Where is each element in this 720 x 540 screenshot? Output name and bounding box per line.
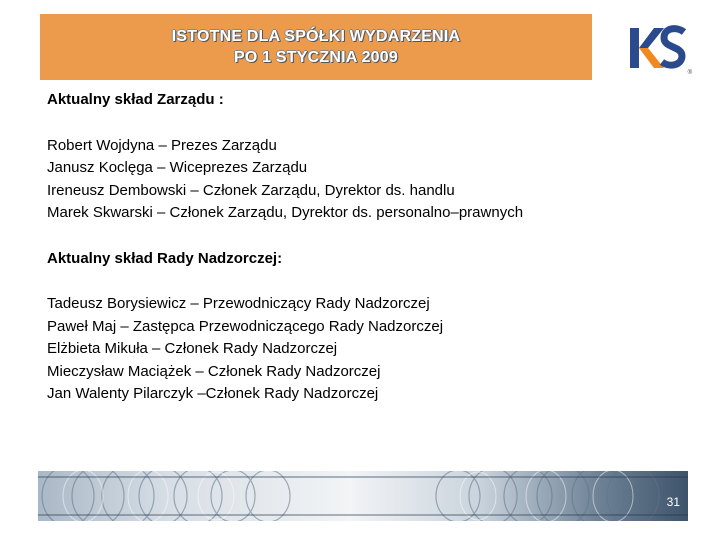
title-banner	[40, 14, 592, 80]
supervisory-list	[47, 293, 697, 406]
supervisory-member: Paweł Maj – Zastępca Przewodniczącego Rady Nadzorczej	[47, 317, 444, 335]
wire-coils-image	[38, 471, 688, 521]
ks-logo-icon	[624, 18, 692, 76]
board-member: Marek Skwarski – Członek Zarządu, Dyrektor ds. personalno–prawnych	[47, 204, 524, 221]
slide-title-line-2: PO 1 STYCZNIA 2009	[234, 49, 398, 66]
registered-mark: ®	[687, 70, 692, 76]
board-member: Ireneusz Dembowski – Członek Zarządu, Dyrektor ds. handlu	[47, 181, 455, 199]
page-number: 31	[666, 495, 680, 509]
slide-content	[47, 89, 697, 406]
slide-title-line-1: ISTOTNE DLA SPÓŁKI WYDARZENIA	[171, 28, 461, 45]
supervisory-member: Mieczysław Maciążek – Członek Rady Nadzorczej	[47, 362, 381, 380]
supervisory-member: Tadeusz Borysiewicz – Przewodniczący Rady Nadzorczej	[47, 295, 430, 312]
board-heading: Aktualny skład Zarządu :	[47, 91, 224, 108]
board-member: Robert Wojdyna – Prezes Zarządu	[47, 136, 277, 154]
footer-banner	[38, 471, 688, 521]
supervisory-member: Elżbieta Mikuła – Członek Rady Nadzorczej	[47, 340, 338, 357]
board-member: Janusz Koclęga – Wiceprezes Zarządu	[47, 159, 308, 176]
company-logo	[624, 18, 692, 76]
board-list	[47, 135, 697, 225]
supervisory-member: Jan Walenty Pilarczyk –Członek Rady Nadzorczej	[47, 385, 379, 402]
supervisory-heading: Aktualny skład Rady Nadzorczej:	[47, 249, 283, 267]
